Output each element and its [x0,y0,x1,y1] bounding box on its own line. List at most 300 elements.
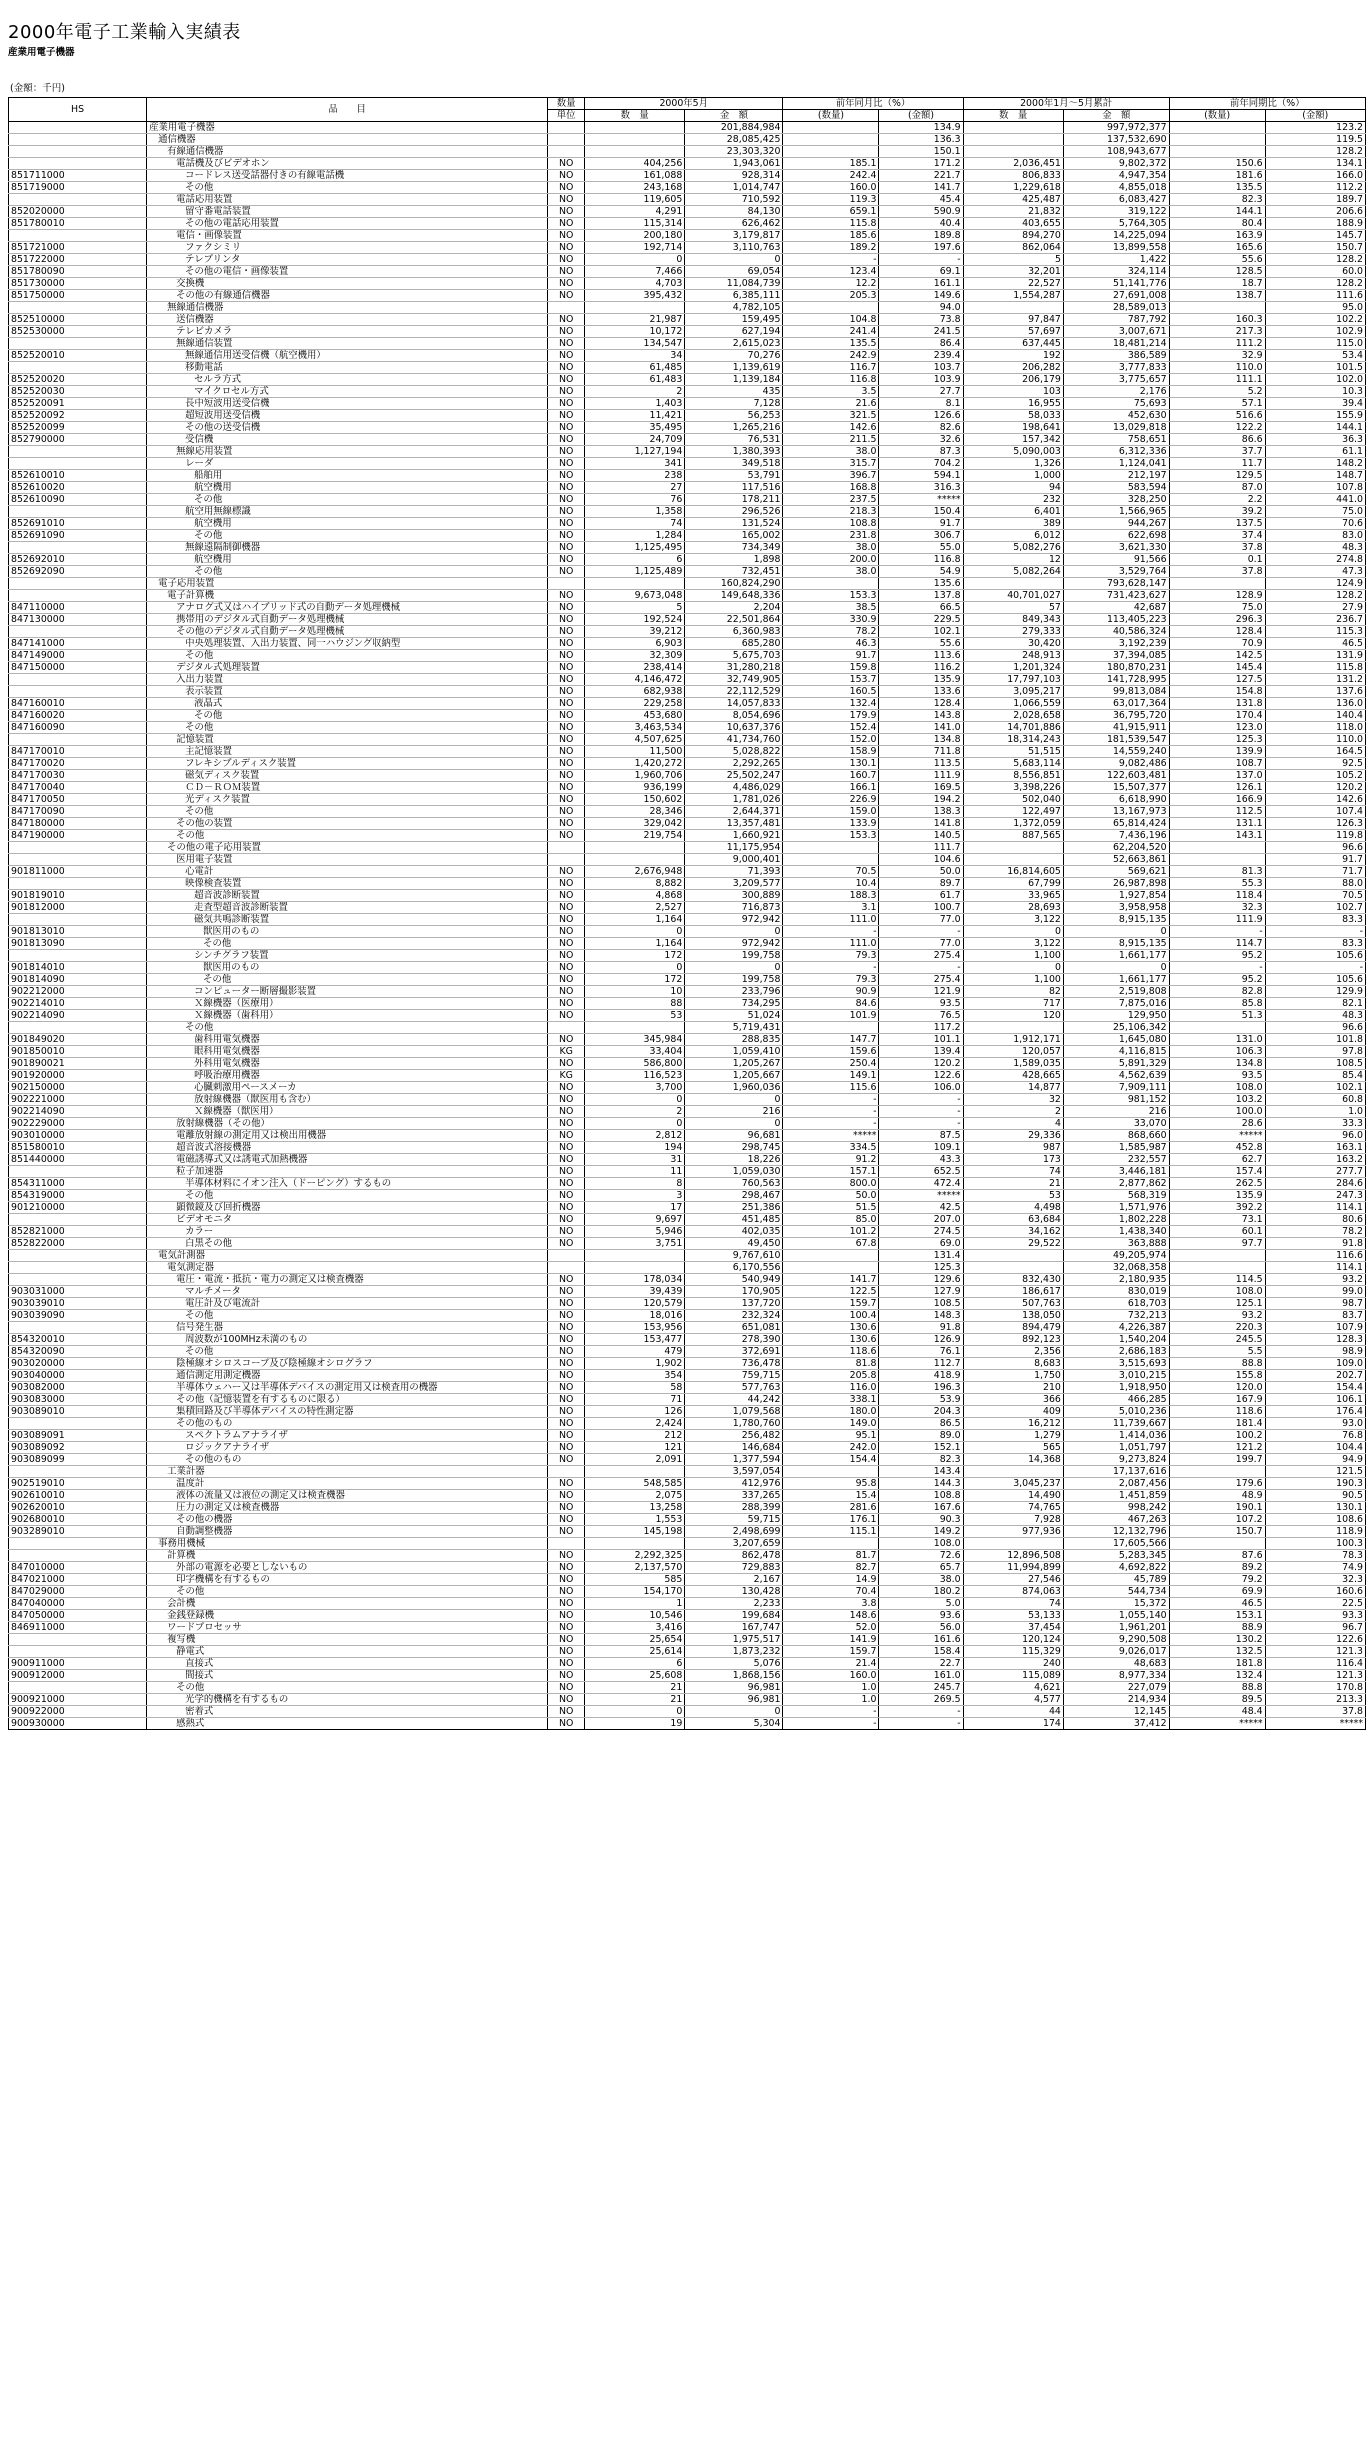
table-row [9,782,1366,794]
cumulative-quantity-cell: 3,095,217 [963,686,1063,698]
yoy-quantity-cell: 91.7 [783,650,879,662]
cumulative-amount-cell: 32,068,358 [1063,1262,1169,1274]
month-quantity-cell: 2,292,325 [584,1550,684,1562]
cumulative-yoy-amount-cell: 94.9 [1265,1454,1365,1466]
unit-cell: NO [548,950,585,962]
hs-code-cell: 851780090 [9,266,147,278]
month-quantity-cell: 585 [584,1574,684,1586]
cumulative-yoy-amount-cell: 105.6 [1265,950,1365,962]
table-row [9,1526,1366,1538]
table-row [9,1658,1366,1670]
yoy-quantity-cell: 159.8 [783,662,879,674]
yoy-quantity-cell [783,854,879,866]
item-name-cell: 静電式 [147,1646,548,1658]
table-row [9,770,1366,782]
month-amount-cell: 627,194 [685,326,783,338]
table-row [9,638,1366,650]
yoy-quantity-cell: 21.6 [783,398,879,410]
yoy-quantity-cell: 101.9 [783,1010,879,1022]
hs-code-cell: 852520092 [9,410,147,422]
item-name-cell: 無線遠隔制御機器 [147,542,548,554]
unit-cell: NO [548,1382,585,1394]
item-name-cell: その他 [147,1310,548,1322]
hs-code-cell [9,842,147,854]
month-quantity-cell: 9,697 [584,1214,684,1226]
cumulative-quantity-cell: 1,229,618 [963,182,1063,194]
unit-cell: NO [548,434,585,446]
cumulative-yoy-quantity-cell: 181.8 [1169,1658,1265,1670]
header-cumulative-quantity: 数 量 [963,110,1063,122]
month-amount-cell: 13,357,481 [685,818,783,830]
cumulative-yoy-quantity-cell: 39.2 [1169,506,1265,518]
yoy-quantity-cell: 104.8 [783,314,879,326]
unit-cell: NO [548,1178,585,1190]
yoy-quantity-cell: 157.1 [783,1166,879,1178]
month-amount-cell: 278,390 [685,1334,783,1346]
month-amount-cell: 233,796 [685,986,783,998]
unit-cell: NO [548,1514,585,1526]
hs-code-cell [9,302,147,314]
table-row [9,542,1366,554]
table-row [9,1310,1366,1322]
hs-code-cell [9,146,147,158]
cumulative-yoy-amount-cell: 60.8 [1265,1094,1365,1106]
cumulative-amount-cell: 6,312,336 [1063,446,1169,458]
cumulative-quantity-cell: 34,162 [963,1226,1063,1238]
yoy-quantity-cell: 160.7 [783,770,879,782]
unit-cell: NO [548,374,585,386]
cumulative-yoy-amount-cell: 160.6 [1265,1586,1365,1598]
month-amount-cell: 734,349 [685,542,783,554]
cumulative-amount-cell: 3,192,239 [1063,638,1169,650]
header-row-top [9,98,1366,110]
yoy-quantity-cell: 211.5 [783,434,879,446]
cumulative-yoy-quantity-cell: 81.3 [1169,866,1265,878]
hs-code-cell [9,590,147,602]
month-amount-cell: 337,265 [685,1490,783,1502]
yoy-quantity-cell: - [783,962,879,974]
table-row [9,926,1366,938]
yoy-quantity-cell: 176.1 [783,1514,879,1526]
unit-cell: NO [548,1598,585,1610]
yoy-amount-cell: 91.8 [879,1322,963,1334]
yoy-quantity-cell: 800.0 [783,1178,879,1190]
cumulative-quantity-cell: 409 [963,1406,1063,1418]
yoy-amount-cell: 82.6 [879,422,963,434]
hs-code-cell: 852520030 [9,386,147,398]
cumulative-quantity-cell: 30,420 [963,638,1063,650]
month-amount-cell: 0 [685,1706,783,1718]
unit-cell [548,134,585,146]
month-quantity-cell: 2,527 [584,902,684,914]
unit-cell: NO [548,410,585,422]
item-name-cell: その他の電信・画像装置 [147,266,548,278]
yoy-amount-cell: 111.9 [879,770,963,782]
cumulative-yoy-quantity-cell: 37.8 [1169,566,1265,578]
hs-code-cell: 847160090 [9,722,147,734]
month-amount-cell: 0 [685,1118,783,1130]
unit-cell: NO [548,1142,585,1154]
yoy-quantity-cell: 205.3 [783,290,879,302]
table-row [9,158,1366,170]
table-row [9,530,1366,542]
month-quantity-cell: 2,676,948 [584,866,684,878]
cumulative-quantity-cell: 240 [963,1658,1063,1670]
cumulative-quantity-cell: 887,565 [963,830,1063,842]
cumulative-quantity-cell: 1,589,035 [963,1058,1063,1070]
cumulative-quantity-cell [963,1250,1063,1262]
cumulative-yoy-quantity-cell: 139.9 [1169,746,1265,758]
table-row [9,914,1366,926]
yoy-amount-cell: 111.7 [879,842,963,854]
yoy-amount-cell: 194.2 [879,794,963,806]
cumulative-amount-cell: 731,423,627 [1063,590,1169,602]
month-quantity-cell: 39,439 [584,1286,684,1298]
cumulative-quantity-cell: 2,028,658 [963,710,1063,722]
cumulative-amount-cell: 3,775,657 [1063,374,1169,386]
month-quantity-cell: 6 [584,554,684,566]
cumulative-amount-cell: 732,213 [1063,1310,1169,1322]
cumulative-yoy-amount-cell: 61.1 [1265,446,1365,458]
yoy-quantity-cell: 70.4 [783,1586,879,1598]
month-amount-cell: 137,720 [685,1298,783,1310]
month-quantity-cell: 1,127,194 [584,446,684,458]
month-quantity-cell: 21 [584,1682,684,1694]
unit-cell: NO [548,602,585,614]
cumulative-quantity-cell: 21 [963,1178,1063,1190]
yoy-amount-cell: 229.5 [879,614,963,626]
hs-code-cell: 902610010 [9,1490,147,1502]
unit-note: (金額：千円) [10,83,65,94]
item-name-cell: 携帯用のデジタル式自動データ処理機械 [147,614,548,626]
yoy-amount-cell: 197.6 [879,242,963,254]
month-quantity-cell: 1,125,489 [584,566,684,578]
cumulative-quantity-cell: 6,401 [963,506,1063,518]
month-quantity-cell: 11,421 [584,410,684,422]
table-row [9,170,1366,182]
cumulative-yoy-amount-cell: 144.1 [1265,422,1365,434]
cumulative-quantity-cell: 862,064 [963,242,1063,254]
yoy-quantity-cell: 100.4 [783,1310,879,1322]
cumulative-quantity-cell: 1,100 [963,950,1063,962]
item-name-cell: 交換機 [147,278,548,290]
yoy-amount-cell: 87.5 [879,1130,963,1142]
cumulative-yoy-amount-cell: 1.0 [1265,1106,1365,1118]
cumulative-quantity-cell: 637,445 [963,338,1063,350]
month-amount-cell: 759,715 [685,1370,783,1382]
cumulative-quantity-cell [963,122,1063,134]
month-amount-cell: 18,226 [685,1154,783,1166]
unit-cell: NO [548,770,585,782]
cumulative-amount-cell: 129,950 [1063,1010,1169,1022]
cumulative-amount-cell: 5,283,345 [1063,1550,1169,1562]
month-quantity-cell: 1,420,272 [584,758,684,770]
yoy-quantity-cell: 334.5 [783,1142,879,1154]
hs-code-cell: 903083000 [9,1394,147,1406]
yoy-amount-cell: 207.0 [879,1214,963,1226]
yoy-quantity-cell: 51.5 [783,1202,879,1214]
month-quantity-cell [584,854,684,866]
table-row [9,818,1366,830]
month-amount-cell: 11,175,954 [685,842,783,854]
unit-cell: NO [548,674,585,686]
yoy-quantity-cell: 160.0 [783,1670,879,1682]
hs-code-cell: 903089092 [9,1442,147,1454]
yoy-quantity-cell: 10.4 [783,878,879,890]
yoy-quantity-cell: 82.7 [783,1562,879,1574]
table-row [9,986,1366,998]
cumulative-yoy-quantity-cell: 82.8 [1169,986,1265,998]
cumulative-amount-cell: 569,621 [1063,866,1169,878]
item-name-cell: 会計機 [147,1598,548,1610]
cumulative-yoy-quantity-cell: 122.2 [1169,422,1265,434]
cumulative-quantity-cell: 6,012 [963,530,1063,542]
cumulative-amount-cell: 18,481,214 [1063,338,1169,350]
item-name-cell: その他 [147,566,548,578]
item-name-cell: その他 [147,710,548,722]
item-name-cell: 映像検査装置 [147,878,548,890]
unit-cell: NO [548,1718,585,1730]
cumulative-quantity-cell: 67,799 [963,878,1063,890]
cumulative-yoy-amount-cell: 107.8 [1265,482,1365,494]
cumulative-yoy-quantity-cell: 181.6 [1169,170,1265,182]
unit-cell: NO [548,518,585,530]
cumulative-quantity-cell: 120,124 [963,1634,1063,1646]
hs-code-cell: 902212000 [9,986,147,998]
item-name-cell: 光学的機構を有するもの [147,1694,548,1706]
month-amount-cell: 577,763 [685,1382,783,1394]
unit-cell: NO [548,926,585,938]
unit-cell: NO [548,278,585,290]
month-amount-cell: 9,767,610 [685,1250,783,1262]
hs-code-cell: 854319000 [9,1190,147,1202]
yoy-amount-cell: 472.4 [879,1178,963,1190]
month-quantity-cell: 3,751 [584,1238,684,1250]
table-row [9,1118,1366,1130]
unit-cell: NO [548,626,585,638]
table-row [9,194,1366,206]
cumulative-quantity-cell: 28,693 [963,902,1063,914]
cumulative-yoy-amount-cell: 114.1 [1265,1262,1365,1274]
cumulative-quantity-cell: 5,090,003 [963,446,1063,458]
yoy-quantity-cell: 153.7 [783,674,879,686]
cumulative-yoy-amount-cell: 121.3 [1265,1646,1365,1658]
item-name-cell: 通信機器 [147,134,548,146]
cumulative-yoy-amount-cell: 101.5 [1265,362,1365,374]
table-row [9,1358,1366,1370]
cumulative-yoy-quantity-cell: 89.5 [1169,1694,1265,1706]
cumulative-amount-cell: 13,167,973 [1063,806,1169,818]
yoy-quantity-cell [783,1262,879,1274]
cumulative-amount-cell: 466,285 [1063,1394,1169,1406]
hs-code-cell: 847170050 [9,794,147,806]
month-quantity-cell: 172 [584,974,684,986]
header-item: 品 目 [147,98,548,122]
cumulative-amount-cell: 8,915,135 [1063,938,1169,950]
item-name-cell: その他 [147,1586,548,1598]
hs-code-cell: 902519010 [9,1478,147,1490]
hs-code-cell: 903089099 [9,1454,147,1466]
item-name-cell: 留守番電話装置 [147,206,548,218]
month-quantity-cell: 1 [584,1598,684,1610]
hs-code-cell [9,506,147,518]
yoy-quantity-cell: 160.5 [783,686,879,698]
unit-cell [548,854,585,866]
yoy-quantity-cell: 115.1 [783,1526,879,1538]
month-amount-cell: 8,054,696 [685,710,783,722]
table-body [9,122,1366,1730]
table-row [9,1178,1366,1190]
hs-code-cell: 847021000 [9,1574,147,1586]
month-quantity-cell: 1,960,706 [584,770,684,782]
item-name-cell: その他の有線通信機器 [147,290,548,302]
cumulative-yoy-amount-cell: 213.3 [1265,1694,1365,1706]
month-amount-cell: 298,745 [685,1142,783,1154]
unit-cell: NO [548,962,585,974]
month-amount-cell: 2,233 [685,1598,783,1610]
cumulative-amount-cell: 9,290,508 [1063,1634,1169,1646]
item-name-cell: 無線通信装置 [147,338,548,350]
month-quantity-cell: 3 [584,1190,684,1202]
item-name-cell: その他 [147,182,548,194]
hs-code-cell [9,1634,147,1646]
hs-code-cell: 854320090 [9,1346,147,1358]
month-amount-cell: 972,942 [685,914,783,926]
month-amount-cell: 0 [685,254,783,266]
table-row [9,1166,1366,1178]
month-quantity-cell: 18,016 [584,1310,684,1322]
cumulative-yoy-amount-cell: 98.9 [1265,1346,1365,1358]
cumulative-amount-cell: 5,010,236 [1063,1406,1169,1418]
item-name-cell: 無線通信用送受信機（航空機用） [147,350,548,362]
item-name-cell: 獣医用のもの [147,926,548,938]
item-name-cell: 電磁誘導式又は誘電式加熱機器 [147,1154,548,1166]
item-name-cell: 放射線機器（その他） [147,1118,548,1130]
cumulative-amount-cell: 42,687 [1063,602,1169,614]
cumulative-yoy-amount-cell: 119.8 [1265,830,1365,842]
table-row [9,1502,1366,1514]
cumulative-yoy-quantity-cell: 46.5 [1169,1598,1265,1610]
cumulative-amount-cell: 3,529,764 [1063,566,1169,578]
cumulative-amount-cell: 15,507,377 [1063,782,1169,794]
item-name-cell: その他 [147,830,548,842]
unit-cell: NO [548,338,585,350]
hs-code-cell: 900922000 [9,1706,147,1718]
unit-cell: NO [548,1454,585,1466]
cumulative-yoy-quantity-cell: 144.1 [1169,206,1265,218]
cumulative-yoy-amount-cell: 119.5 [1265,134,1365,146]
cumulative-amount-cell: 48,683 [1063,1658,1169,1670]
cumulative-amount-cell: 467,263 [1063,1514,1169,1526]
cumulative-yoy-quantity-cell: 392.2 [1169,1202,1265,1214]
hs-code-cell: 847010000 [9,1562,147,1574]
cumulative-amount-cell: 28,589,013 [1063,302,1169,314]
cumulative-amount-cell: 981,152 [1063,1094,1169,1106]
month-amount-cell: 56,253 [685,410,783,422]
cumulative-yoy-amount-cell: 163.1 [1265,1142,1365,1154]
hs-code-cell: 903089091 [9,1430,147,1442]
hs-code-cell: 900930000 [9,1718,147,1730]
cumulative-yoy-quantity-cell: 11.7 [1169,458,1265,470]
yoy-amount-cell: 91.7 [879,518,963,530]
month-quantity-cell [584,578,684,590]
item-name-cell: 電話機及びビデオホン [147,158,548,170]
table-row [9,830,1366,842]
cumulative-yoy-quantity-cell [1169,1466,1265,1478]
cumulative-quantity-cell: 174 [963,1718,1063,1730]
month-amount-cell: 7,128 [685,398,783,410]
cumulative-amount-cell: 3,777,833 [1063,362,1169,374]
cumulative-quantity-cell: 507,763 [963,1298,1063,1310]
cumulative-amount-cell: 65,814,424 [1063,818,1169,830]
month-amount-cell: 626,462 [685,218,783,230]
unit-cell: NO [548,566,585,578]
yoy-quantity-cell: 90.9 [783,986,879,998]
cumulative-amount-cell: 4,562,639 [1063,1070,1169,1082]
unit-cell: NO [548,1490,585,1502]
cumulative-amount-cell: 1,918,950 [1063,1382,1169,1394]
item-name-cell: 半導体材料にイオン注入（ドーピング）するもの [147,1178,548,1190]
cumulative-amount-cell: 1,961,201 [1063,1622,1169,1634]
cumulative-yoy-quantity-cell: 32.9 [1169,350,1265,362]
cumulative-yoy-quantity-cell: 127.5 [1169,674,1265,686]
cumulative-quantity-cell: 232 [963,494,1063,506]
yoy-amount-cell: 141.8 [879,818,963,830]
hs-code-cell: 847170010 [9,746,147,758]
table-row [9,1130,1366,1142]
table-row [9,1610,1366,1622]
month-amount-cell: 23,303,320 [685,146,783,158]
cumulative-yoy-amount-cell: 109.0 [1265,1358,1365,1370]
cumulative-quantity-cell: 987 [963,1142,1063,1154]
item-name-cell: 航空機用 [147,554,548,566]
cumulative-quantity-cell: 53,133 [963,1610,1063,1622]
table-row [9,242,1366,254]
unit-cell: NO [548,398,585,410]
table-row [9,1394,1366,1406]
yoy-quantity-cell: 132.4 [783,698,879,710]
cumulative-amount-cell: 3,446,181 [1063,1166,1169,1178]
table-row [9,218,1366,230]
unit-cell: NO [548,938,585,950]
cumulative-amount-cell: 113,405,223 [1063,614,1169,626]
cumulative-amount-cell: 26,987,898 [1063,878,1169,890]
header-yoy-amount: (金額) [879,110,963,122]
month-amount-cell: 685,280 [685,638,783,650]
item-name-cell: 半導体ウェハー又は半導体デバイスの測定用又は検査用の機器 [147,1382,548,1394]
item-name-cell: 外科用電気機器 [147,1058,548,1070]
cumulative-yoy-amount-cell: 101.8 [1265,1034,1365,1046]
yoy-quantity-cell: 95.1 [783,1430,879,1442]
cumulative-yoy-quantity-cell: 123.0 [1169,722,1265,734]
yoy-quantity-cell: 159.7 [783,1298,879,1310]
unit-cell: NO [548,974,585,986]
month-quantity-cell: 27 [584,482,684,494]
yoy-amount-cell: 169.5 [879,782,963,794]
hs-code-cell: 847170030 [9,770,147,782]
month-quantity-cell: 88 [584,998,684,1010]
cumulative-yoy-amount-cell: 131.2 [1265,674,1365,686]
cumulative-amount-cell: 787,792 [1063,314,1169,326]
table-row [9,410,1366,422]
unit-cell: NO [548,494,585,506]
month-quantity-cell: 0 [584,1094,684,1106]
month-amount-cell: 0 [685,962,783,974]
cumulative-yoy-quantity-cell: 108.0 [1169,1082,1265,1094]
cumulative-quantity-cell [963,578,1063,590]
cumulative-yoy-quantity-cell: 62.7 [1169,1154,1265,1166]
cumulative-quantity-cell: 22,527 [963,278,1063,290]
